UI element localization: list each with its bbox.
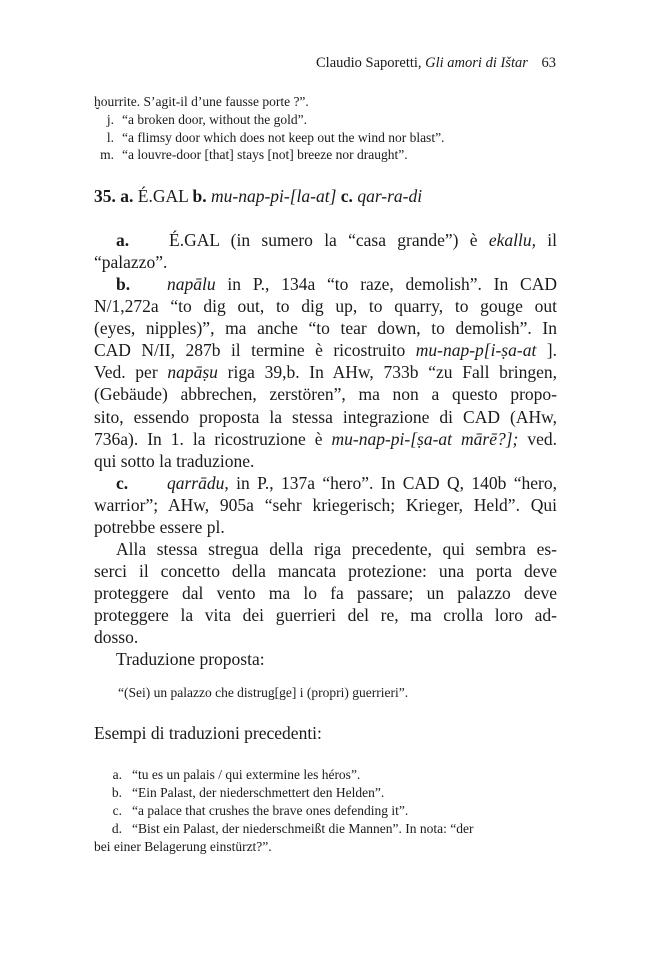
footnote-letter: j. <box>106 112 114 127</box>
label-c: c. <box>116 473 129 493</box>
text-line: N/1,272a “to dig out, to dig up, to quarry, to gouge out <box>94 296 557 317</box>
label-b: b. <box>116 274 131 294</box>
footnote-item-m <box>92 147 408 163</box>
examples-heading: Esempi di traduzioni precedenti: <box>94 723 322 743</box>
footnote-text: “a flimsy door which does not keep out the wind nor blast”. <box>122 130 445 145</box>
section-number: 35. <box>94 186 116 206</box>
commentary-paragraph <box>94 538 557 671</box>
section-heading <box>94 186 422 207</box>
footnote-item-j <box>92 112 307 128</box>
text-line: 736a). In 1. la ricostruzione è mu-nap-pi-[ṣa-at mārē?]; ved. <box>94 428 557 449</box>
example-continuation: bei einer Belagerung einstürzt?”. <box>94 839 272 854</box>
text-line: dosso. <box>94 627 139 648</box>
text-line: potrebbe essere pl. <box>94 517 225 538</box>
text-line: CAD N/II, 287b il termine è ricostruito mu-nap-p[i-ṣa-at ]. <box>94 340 558 361</box>
proposed-translation: “(Sei) un palazzo che distrug[ge] i (propri) guerrieri”. <box>118 685 409 700</box>
header-title: Gli amori di Ištar <box>425 55 528 71</box>
example-item-b <box>94 785 384 801</box>
example-text: “Bist ein Palast, der niederschmeißt die Mannen”. In nota: “der <box>132 821 474 836</box>
text-line: (eyes, nipples)”, ma anche “to tear down, to demolish”. In <box>94 318 557 339</box>
header-author: Claudio Saporetti, <box>316 55 422 71</box>
example-text: “Ein Palast, der niederschmettert den Helden”. <box>132 785 385 800</box>
text-line: b. napālu in P., 134a “to raze, demolish”. In CAD <box>94 273 557 295</box>
text-line: Alla stessa stregua della riga precedente, qui sembra es- <box>116 539 557 559</box>
text-line: proteggere dal vento ma lo fa passare; un palazzo deve <box>94 583 557 604</box>
footnote-text: “a broken door, without the gold”. <box>122 112 308 127</box>
text-line: a. É.GAL (in sumero la “casa grande”) è ekallu, il <box>94 229 557 251</box>
heading-label-c: c. <box>340 186 353 206</box>
page-number: 63 <box>541 55 556 71</box>
footnote-line: ḫourrite. S’agit-il d’une fausse porte ?”. <box>94 94 309 109</box>
text-line: warrior”; AHw, 905a “sehr kriegerisch; Krieger, Held”. Qui <box>94 495 557 516</box>
text-line: serci il concetto della mancata protezione: una porta deve <box>94 561 557 582</box>
example-item-c <box>94 803 408 819</box>
heading-label-a: a. <box>120 186 134 206</box>
text-line: “palazzo”. <box>94 252 168 273</box>
heading-label-b: b. <box>192 186 207 206</box>
example-item-a <box>94 767 360 783</box>
section-b <box>94 273 557 472</box>
text-line: qui sotto la traduzione. <box>94 450 255 471</box>
example-text: “a palace that crushes the brave ones defending it”. <box>132 803 409 818</box>
example-letter: b. <box>111 785 122 800</box>
footnote-letter: m. <box>100 147 114 162</box>
footnote-letter: l. <box>106 130 114 145</box>
heading-text-b: mu-nap-pi-[la-at] <box>211 186 337 206</box>
footnote-text: “a louvre-door [that] stays [not] breeze nor draught”. <box>122 147 408 162</box>
footnote-item-l <box>92 130 444 146</box>
heading-text-a: É.GAL <box>133 186 193 206</box>
running-header <box>316 55 556 72</box>
text-line: c. qarrādu, in P., 137a “hero”. In CAD Q, 140b “hero, <box>94 472 557 494</box>
text-line: Ved. per napāṣu riga 39,b. In AHw, 733b “zu Fall bringen, <box>94 362 557 383</box>
text-line: sito, essendo proposta la stessa integrazione di CAD (AHw, <box>94 406 557 427</box>
example-letter: a. <box>112 767 122 782</box>
section-a <box>94 229 557 273</box>
text-line: proteggere la vita dei guerrieri del re, ma crolla loro ad- <box>94 605 557 626</box>
heading-text-c: qar-ra-di <box>357 186 423 206</box>
text-line: (Gebäude) abbrechen, zerstören”, ma non a questo propo- <box>94 384 557 405</box>
section-c <box>94 472 557 538</box>
example-letter: c. <box>112 803 122 818</box>
example-item-d <box>94 821 474 837</box>
label-a: a. <box>116 230 130 250</box>
example-text: “tu es un palais / qui extermine les héros”. <box>132 767 361 782</box>
example-letter: d. <box>111 821 122 836</box>
text-line: Traduzione proposta: <box>116 649 265 670</box>
